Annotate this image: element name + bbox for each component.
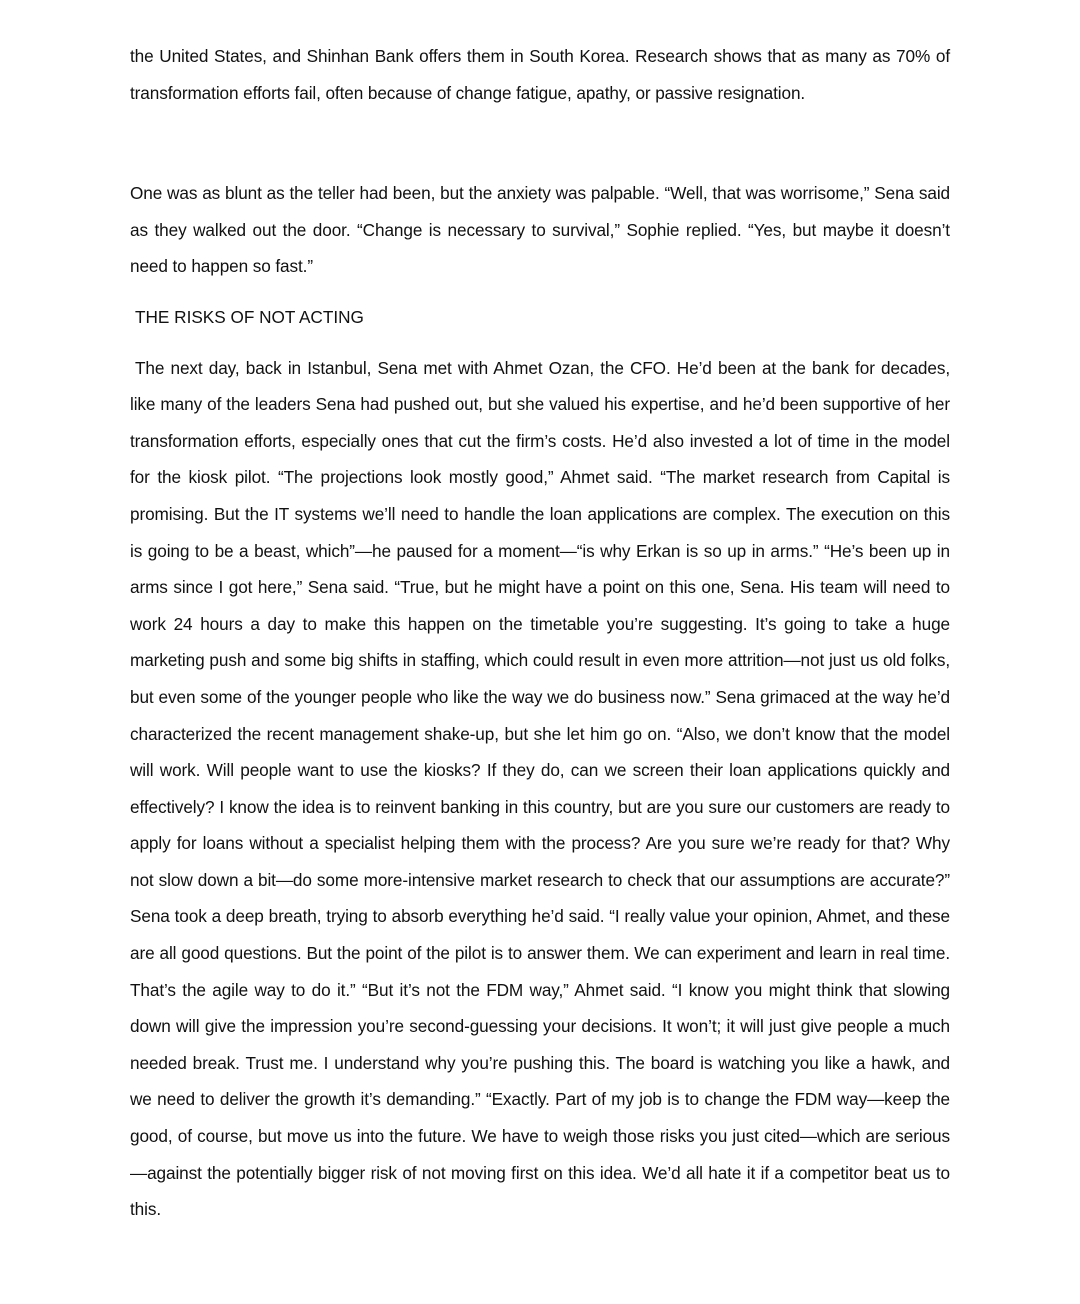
section-heading: THE RISKS OF NOT ACTING xyxy=(135,306,364,327)
paragraph-intro: the United States, and Shinhan Bank offers them in South Korea. Research shows that as many as 70% of transformation efforts fail, often because of change fatigue, apathy, or passive resignation. xyxy=(130,46,950,103)
paragraph-ahmet-meeting: The next day, back in Istanbul, Sena met with Ahmet Ozan, the CFO. He’d been at the bank for decades, like many of the leaders Sena had pushed out, but she valued his expertise, and he’d been supportive of her transformation efforts, especially ones that cut the firm’s costs. He’d also invested a lot of time in the model for the kiosk pilot. “The projections look mostly good,” Ahmet said. “The market research from Capital is promising. But the IT systems we’ll need to handle the loan applications are complex. The execution on this is going to be a beast, which”—he paused for a moment—“is why Erkan is so up in arms.” “He’s been up in arms since I got here,” Sena said. “True, but he might have a point on this one, Sena. His team will need to work 24 hours a day to make this happen on the timetable you’re suggesting. It’s going to take a huge marketing push and some big shifts in staffing, which could result in even more attrition—not just us old folks, but even some of the younger people who like the way we do business now.” Sena grimaced at the way he’d characterized the recent management shake-up, but she let him go on. “Also, we don’t know that the model will work. Will people want to use the kiosks? If they do, can we screen their loan applications quickly and effectively? I know the idea is to reinvent banking in this country, but are you sure our customers are ready to apply for loans without a specialist helping them with the process? Are you sure we’re ready for that? Why not slow down a bit—do some more-intensive market research to check that our assumptions are accurate?” Sena took a deep breath, trying to absorb everything he’d said. “I really value your opinion, Ahmet, and these are all good questions. But the point of the pilot is to answer them. We can experiment and learn in real time. That’s the agile way to do it.” “But it’s not the FDM way,” Ahmet said. “I know you might think that slowing down will give the impression you’re second-guessing your decisions. It won’t; it will just give people a much needed break. Trust me. I understand why you’re pushing this. The board is watching you like a hawk, and we need to deliver the growth it’s demanding.” “Exactly. Part of my job is to change the FDM way—keep the good, of course, but move us into the future. We have to weigh those risks you just cited—which are serious—against the potentially bigger risk of not moving first on this idea. We’d all hate it if a competitor beat us to this. xyxy=(130,357,950,1220)
paragraph-sena-sophie: One was as blunt as the teller had been, but the anxiety was palpable. “Well, that was worrisome,” Sena said as they walked out the door. “Change is necessary to survival,” Sophie replied. “Yes, but maybe it doesn’t need to happen so fast.” xyxy=(130,183,950,277)
document-page xyxy=(130,38,950,1228)
